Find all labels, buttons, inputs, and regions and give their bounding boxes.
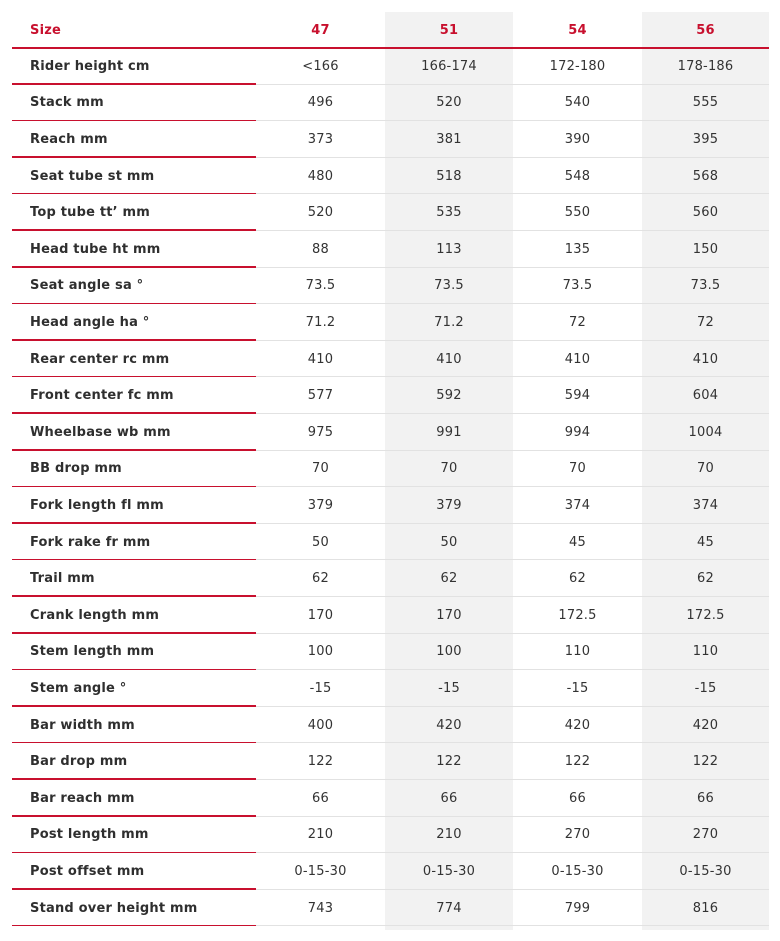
row-value-size-47: 73.5 bbox=[305, 278, 336, 294]
table-row bbox=[0, 817, 780, 854]
row-value-size-54: 172-180 bbox=[549, 58, 606, 74]
row-label: Bar reach mm bbox=[30, 790, 135, 806]
table-row bbox=[0, 707, 780, 744]
row-label: Stand over height mm bbox=[30, 900, 198, 916]
table-row bbox=[0, 670, 780, 707]
row-value-size-56: -15 bbox=[694, 680, 717, 696]
table-row bbox=[0, 560, 780, 597]
row-value-size-51: 50 bbox=[440, 534, 458, 550]
row-value-size-56: 70 bbox=[697, 461, 714, 477]
row-value-size-56: 568 bbox=[692, 168, 719, 184]
table-row bbox=[0, 268, 780, 305]
row-value-size-56: 122 bbox=[692, 754, 719, 770]
row-value-size-56: 816 bbox=[692, 900, 719, 916]
row-value-size-56: 72 bbox=[697, 314, 714, 330]
row-label: Stem angle ° bbox=[30, 680, 127, 696]
row-value-size-47: 0-15-30 bbox=[294, 863, 347, 879]
row-value-size-56: 420 bbox=[692, 717, 719, 733]
row-label: Trail mm bbox=[30, 571, 95, 587]
row-value-size-56: 62 bbox=[697, 571, 714, 587]
row-value-size-51: 62 bbox=[440, 571, 458, 587]
row-value-size-47: 122 bbox=[307, 754, 334, 770]
row-value-size-51: 520 bbox=[436, 95, 462, 111]
row-value-size-51: 991 bbox=[436, 424, 462, 440]
size-header-47: 47 bbox=[311, 22, 330, 38]
row-value-size-56: 270 bbox=[692, 827, 719, 843]
row-label: Stem length mm bbox=[30, 644, 155, 660]
table-row bbox=[0, 48, 780, 85]
row-value-size-51: 166-174 bbox=[421, 58, 477, 74]
row-value-size-54: 70 bbox=[569, 461, 586, 477]
row-value-size-54: 172.5 bbox=[558, 607, 597, 623]
table-row bbox=[0, 487, 780, 524]
row-value-size-54: 66 bbox=[569, 790, 586, 806]
row-value-size-54: 799 bbox=[564, 900, 591, 916]
size-header-label: Size bbox=[30, 22, 62, 38]
row-value-size-56: 560 bbox=[692, 205, 719, 221]
row-value-size-47: 410 bbox=[307, 351, 334, 367]
row-value-size-54: -15 bbox=[566, 680, 589, 696]
table-row bbox=[0, 85, 780, 122]
table-row bbox=[0, 634, 780, 671]
row-value-size-54: 0-15-30 bbox=[551, 863, 604, 879]
row-label: Front center fc mm bbox=[30, 388, 174, 404]
row-value-size-56: 1004 bbox=[688, 424, 723, 440]
row-value-size-56: 555 bbox=[692, 95, 719, 111]
row-value-size-51: 70 bbox=[440, 461, 458, 477]
row-value-size-47: 170 bbox=[307, 607, 334, 623]
row-value-size-47: 379 bbox=[307, 497, 334, 513]
row-value-size-51: 113 bbox=[436, 241, 462, 257]
row-divider-values bbox=[256, 925, 769, 926]
row-value-size-51: 210 bbox=[436, 827, 462, 843]
table-row bbox=[0, 194, 780, 231]
row-divider-label bbox=[12, 925, 256, 927]
row-label: Fork rake fr mm bbox=[30, 534, 151, 550]
row-value-size-47: -15 bbox=[309, 680, 332, 696]
row-label: Crank length mm bbox=[30, 607, 160, 623]
row-value-size-51: 100 bbox=[436, 644, 462, 660]
row-value-size-54: 994 bbox=[564, 424, 591, 440]
row-value-size-56: 0-15-30 bbox=[679, 863, 732, 879]
row-value-size-51: 774 bbox=[436, 900, 462, 916]
table-row bbox=[0, 158, 780, 195]
row-value-size-47: 88 bbox=[312, 241, 329, 257]
row-value-size-54: 420 bbox=[564, 717, 591, 733]
row-value-size-54: 73.5 bbox=[562, 278, 593, 294]
size-header-51: 51 bbox=[439, 22, 459, 38]
row-value-size-47: 975 bbox=[307, 424, 334, 440]
row-value-size-47: 50 bbox=[312, 534, 329, 550]
table-row bbox=[0, 341, 780, 378]
size-header-56: 56 bbox=[696, 22, 715, 38]
row-value-size-56: 604 bbox=[692, 388, 719, 404]
table-row bbox=[0, 304, 780, 341]
row-value-size-51: 170 bbox=[436, 607, 462, 623]
row-label: Wheelbase wb mm bbox=[30, 424, 171, 440]
row-value-size-54: 390 bbox=[564, 131, 591, 147]
row-value-size-47: 70 bbox=[312, 461, 329, 477]
row-value-size-56: 178-186 bbox=[677, 58, 734, 74]
row-value-size-54: 540 bbox=[564, 95, 591, 111]
row-value-size-51: -15 bbox=[438, 680, 460, 696]
row-label: BB drop mm bbox=[30, 461, 122, 477]
row-value-size-51: 535 bbox=[436, 205, 462, 221]
table-row bbox=[0, 231, 780, 268]
row-value-size-47: 480 bbox=[307, 168, 334, 184]
row-value-size-47: 496 bbox=[307, 95, 334, 111]
row-value-size-47: 577 bbox=[307, 388, 334, 404]
row-value-size-56: 150 bbox=[692, 241, 719, 257]
row-value-size-51: 518 bbox=[436, 168, 462, 184]
row-label: Seat angle sa ° bbox=[30, 278, 144, 294]
row-value-size-51: 381 bbox=[436, 131, 462, 147]
table-row bbox=[0, 451, 780, 488]
row-label: Bar width mm bbox=[30, 717, 135, 733]
row-value-size-51: 410 bbox=[436, 351, 462, 367]
table-row bbox=[0, 743, 780, 780]
row-value-size-51: 122 bbox=[436, 754, 462, 770]
table-row bbox=[0, 414, 780, 451]
row-value-size-56: 410 bbox=[692, 351, 719, 367]
row-label: Rear center rc mm bbox=[30, 351, 170, 367]
row-value-size-54: 62 bbox=[569, 571, 586, 587]
row-value-size-51: 73.5 bbox=[434, 278, 464, 294]
row-label: Head angle ha ° bbox=[30, 314, 150, 330]
row-value-size-51: 0-15-30 bbox=[422, 863, 476, 879]
row-value-size-47: 66 bbox=[312, 790, 329, 806]
row-value-size-56: 374 bbox=[692, 497, 719, 513]
row-value-size-54: 374 bbox=[564, 497, 591, 513]
row-value-size-56: 395 bbox=[692, 131, 719, 147]
row-value-size-54: 594 bbox=[564, 388, 591, 404]
row-label: Rider height cm bbox=[30, 58, 150, 74]
row-value-size-47: 373 bbox=[307, 131, 334, 147]
row-label: Fork length fl mm bbox=[30, 497, 164, 513]
row-label: Post length mm bbox=[30, 827, 149, 843]
row-value-size-56: 110 bbox=[692, 644, 719, 660]
row-value-size-47: 210 bbox=[307, 827, 334, 843]
row-label: Top tube tt’ mm bbox=[30, 205, 151, 221]
row-value-size-47: 71.2 bbox=[305, 314, 336, 330]
table-row bbox=[0, 780, 780, 817]
row-value-size-54: 270 bbox=[564, 827, 591, 843]
row-value-size-56: 172.5 bbox=[686, 607, 725, 623]
row-value-size-54: 410 bbox=[564, 351, 591, 367]
row-value-size-54: 110 bbox=[564, 644, 591, 660]
row-label: Bar drop mm bbox=[30, 754, 128, 770]
row-value-size-54: 72 bbox=[569, 314, 586, 330]
table-row bbox=[0, 524, 780, 561]
row-value-size-54: 550 bbox=[564, 205, 591, 221]
row-value-size-56: 73.5 bbox=[690, 278, 721, 294]
row-value-size-51: 592 bbox=[436, 388, 462, 404]
row-label: Reach mm bbox=[30, 131, 108, 147]
row-value-size-51: 71.2 bbox=[434, 314, 464, 330]
row-value-size-47: 62 bbox=[312, 571, 329, 587]
row-label: Post offset mm bbox=[30, 863, 145, 879]
row-value-size-54: 45 bbox=[569, 534, 586, 550]
row-value-size-54: 135 bbox=[564, 241, 591, 257]
row-value-size-47: 400 bbox=[307, 717, 334, 733]
row-value-size-47: 100 bbox=[307, 644, 334, 660]
row-label: Head tube ht mm bbox=[30, 241, 161, 257]
row-value-size-56: 66 bbox=[697, 790, 714, 806]
row-value-size-56: 45 bbox=[697, 534, 714, 550]
row-value-size-47: <166 bbox=[302, 58, 339, 74]
row-label: Stack mm bbox=[30, 95, 104, 111]
table-row bbox=[0, 377, 780, 414]
table-row bbox=[0, 890, 780, 927]
table-row bbox=[0, 853, 780, 890]
table-row bbox=[0, 121, 780, 158]
row-value-size-47: 520 bbox=[307, 205, 334, 221]
row-label: Seat tube st mm bbox=[30, 168, 155, 184]
row-value-size-54: 122 bbox=[564, 754, 591, 770]
size-header-54: 54 bbox=[568, 22, 587, 38]
row-value-size-51: 379 bbox=[436, 497, 462, 513]
row-value-size-51: 66 bbox=[440, 790, 458, 806]
row-value-size-54: 548 bbox=[564, 168, 591, 184]
row-value-size-47: 743 bbox=[307, 900, 334, 916]
table-row bbox=[0, 597, 780, 634]
row-value-size-51: 420 bbox=[436, 717, 462, 733]
table-header-row bbox=[0, 12, 780, 48]
